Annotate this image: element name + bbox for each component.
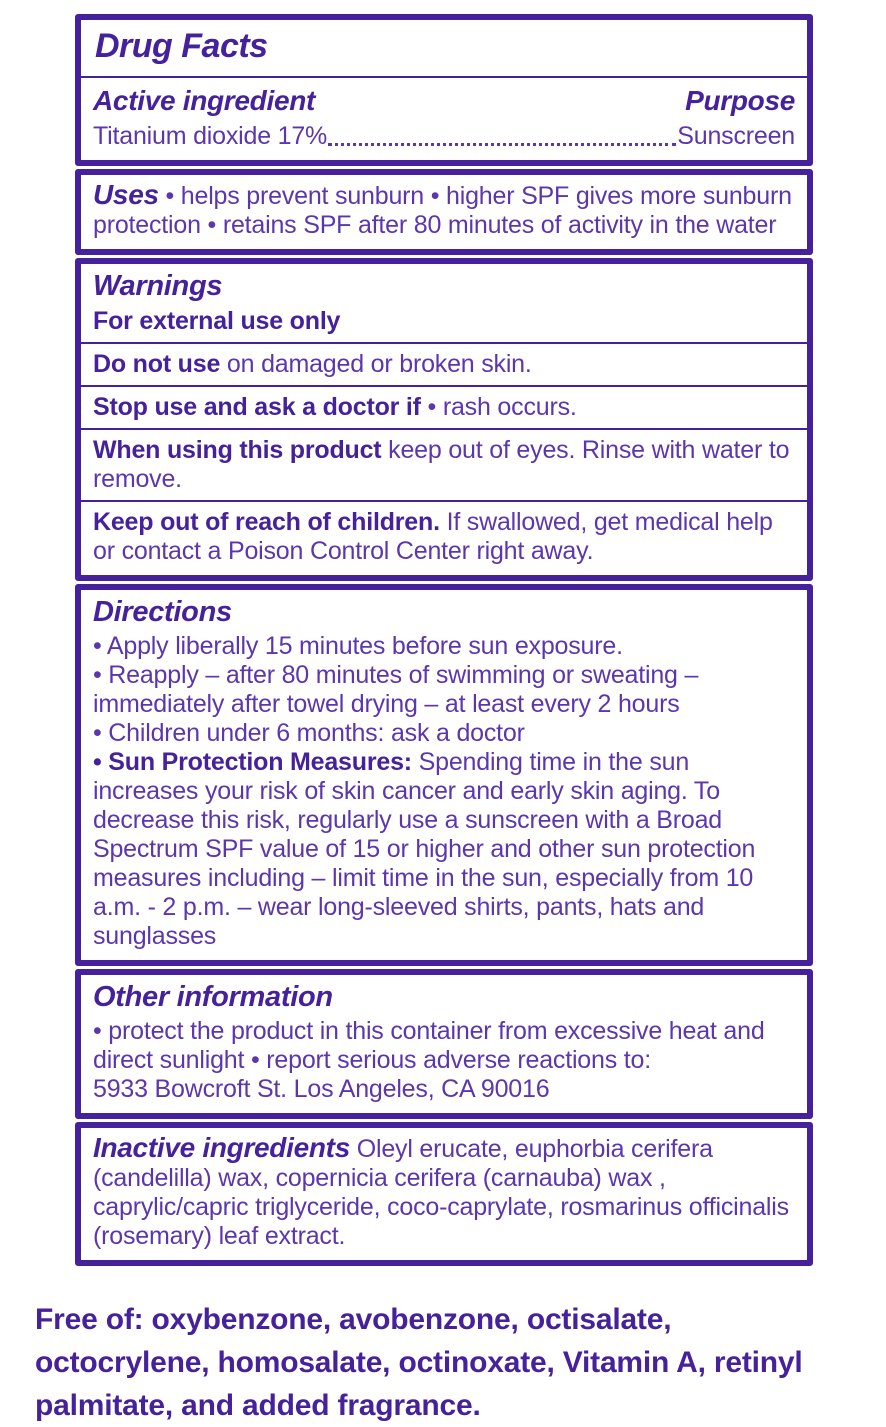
section-uses xyxy=(75,169,813,255)
free-of-statement: Free of: oxybenzone, avobenzone, octisalate, octocrylene, homosalate, octinoxate, Vitamin A, retinyl palmitate, and added fragrance. xyxy=(35,1303,803,1422)
warning-item-lead: Keep out of reach of children. xyxy=(93,508,440,536)
divider xyxy=(81,385,807,387)
purpose-value: Sunscreen xyxy=(677,122,795,150)
active-ingredient-header-row xyxy=(93,84,795,119)
uses-text: • helps prevent sunburn • higher SPF gives more sunburn protection • retains SPF after 80 minutes of activity in the water xyxy=(93,182,792,239)
warnings-heading: Warnings xyxy=(93,270,223,302)
directions-item: • Reapply – after 80 minutes of swimming or sweating – immediately after towel drying – at least every 2 hours xyxy=(93,661,699,718)
warning-item-text: on damaged or broken skin. xyxy=(220,350,532,378)
section-other-information xyxy=(75,969,813,1119)
directions-item: • Apply liberally 15 minutes before sun exposure. xyxy=(93,632,623,660)
warning-item-text: • rash occurs. xyxy=(420,393,577,421)
divider xyxy=(81,342,807,344)
sun-protection-lead: • Sun Protection Measures: xyxy=(93,748,412,776)
divider xyxy=(81,428,807,430)
divider xyxy=(81,76,807,78)
section-inactive-ingredients xyxy=(75,1122,813,1266)
directions-item xyxy=(93,748,795,951)
warning-item xyxy=(93,393,795,422)
inactive-ingredients-text: Oleyl erucate, euphorbia cerifera (candelilla) wax, copernicia cerifera (carnauba) wax , caprylic/capric triglyceride, coco-caprylate, rosmarinus officinalis (rosemary) leaf extract. xyxy=(93,1135,789,1250)
drug-facts-label xyxy=(75,14,813,1266)
other-information-heading: Other information xyxy=(93,981,333,1013)
warning-item xyxy=(93,508,795,566)
section-directions xyxy=(75,584,813,966)
warning-item xyxy=(93,350,795,379)
active-ingredient-header: Active ingredient xyxy=(93,85,316,116)
dot-leader xyxy=(328,143,676,146)
directions-item: • Children under 6 months: ask a doctor xyxy=(93,719,525,747)
divider xyxy=(81,500,807,502)
inactive-ingredients-heading: Inactive ingredients xyxy=(93,1132,350,1163)
section-active-ingredient xyxy=(75,14,813,166)
adverse-reactions-address: 5933 Bowcroft St. Los Angeles, CA 90016 xyxy=(93,1075,550,1103)
purpose-header: Purpose xyxy=(685,85,795,116)
warning-item-text: If swallowed, get medical help or contact a Poison Control Center right away. xyxy=(93,508,773,565)
active-ingredient-name: Titanium dioxide 17% xyxy=(93,122,328,150)
warning-item-lead: Stop use and ask a doctor if xyxy=(93,393,421,421)
uses-heading: Uses xyxy=(93,179,159,210)
inactive-ingredients-paragraph xyxy=(93,1133,795,1251)
section-warnings xyxy=(75,258,813,581)
uses-paragraph xyxy=(93,180,795,240)
other-information-text: • protect the product in this container from excessive heat and direct sunlight • report serious adverse reactions to: xyxy=(93,1017,765,1074)
warning-item-lead: When using this product xyxy=(93,436,382,464)
directions-heading: Directions xyxy=(93,596,232,628)
active-ingredient-row xyxy=(93,119,795,151)
drug-facts-title: Drug Facts xyxy=(95,27,268,65)
warning-item-text: keep out of eyes. Rinse with water to remove. xyxy=(93,436,790,493)
sun-protection-text: Spending time in the sun increases your risk of skin cancer and early skin aging. To decrease this risk, regularly use a sunscreen with a Broad Spectrum SPF value of 15 or higher and other sun protection measures including – limit time in the sun, especially from 10 a.m. - 2 p.m. – wear long-sleeved shirts, pants, hats and sunglasses xyxy=(93,748,756,950)
warning-item xyxy=(93,436,795,494)
external-use-statement: For external use only xyxy=(93,307,341,335)
warning-item-lead: Do not use xyxy=(93,350,221,378)
